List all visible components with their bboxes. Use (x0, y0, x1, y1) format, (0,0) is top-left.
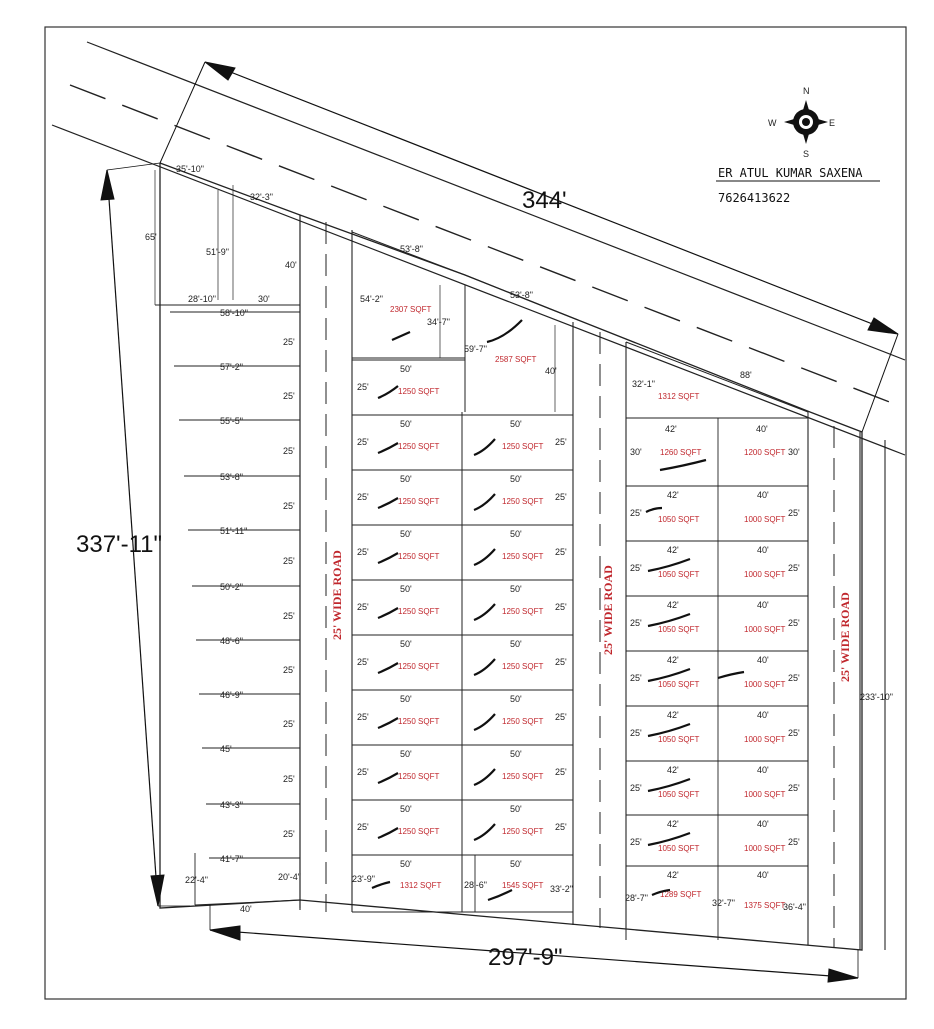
block-b-row-width: 50' (400, 859, 412, 869)
block-b-row-area: 1250 SQFT (502, 442, 544, 451)
block-b-mark (474, 769, 495, 785)
block-c-left-w: 42' (667, 765, 679, 775)
block-c-depth-r: 25' (788, 618, 800, 628)
road-label-2: 25' WIDE ROAD (601, 565, 615, 655)
block-c-left-area: 1050 SQFT (658, 570, 700, 579)
block-b-row-width: 50' (510, 584, 522, 594)
block-b-row-width: 50' (510, 419, 522, 429)
block-b-mark (488, 890, 512, 900)
block-b-row-area: 1250 SQFT (502, 772, 544, 781)
block-c-depth: 25' (630, 728, 642, 738)
block-c-right-area: 1000 SQFT (744, 625, 786, 634)
block-b (352, 232, 578, 912)
block-b-top-side-2: 40' (545, 366, 557, 376)
block-c-left-w: 42' (667, 819, 679, 829)
block-b-row-area: 1250 SQFT (398, 662, 440, 671)
block-c-left-w: 42' (667, 870, 679, 880)
block-c-first-left-w: 42' (665, 424, 677, 434)
block-b-mark (474, 549, 495, 565)
block-a-plot-width: 43'-3" (220, 800, 243, 810)
compass-s: S (803, 149, 810, 159)
block-c-left-area: 1050 SQFT (658, 680, 700, 689)
block-c-right-w: 40' (757, 710, 769, 720)
block-b-mark (392, 332, 410, 340)
block-a-plot-depth: 25' (283, 501, 295, 511)
block-c-right-area: 1000 SQFT (744, 570, 786, 579)
block-b-row-depth: 25' (555, 767, 567, 777)
block-b-first-area: 1250 SQFT (398, 387, 440, 396)
block-c-left-area: 1050 SQFT (658, 735, 700, 744)
block-b-mark (474, 604, 495, 620)
block-c-depth: 25' (630, 563, 642, 573)
block-a-plot-width: 48'-6" (220, 636, 243, 646)
block-b-row-width: 50' (400, 639, 412, 649)
block-c-right-w: 40' (757, 600, 769, 610)
block-b-row-depth: 25' (357, 437, 369, 447)
block-a-plot-width: 55'-5" (220, 416, 243, 426)
block-b-row-width: 50' (400, 749, 412, 759)
block-c-mark (718, 672, 744, 678)
block-c-right-area: 1000 SQFT (744, 790, 786, 799)
block-a-plot-width: 45' (220, 744, 232, 754)
block-c (625, 342, 808, 945)
block-b-mark (378, 608, 398, 618)
block-b-row-depth: 25' (555, 712, 567, 722)
block-a-plot-depth: 25' (283, 446, 295, 456)
block-b-row-area: 1250 SQFT (398, 717, 440, 726)
block-b-top-depth-1: 54'-2" (360, 294, 383, 304)
block-b-row-depth: 25' (555, 822, 567, 832)
block-c-first-left-area: 1260 SQFT (660, 448, 702, 457)
block-a-bottom-width: 40' (240, 904, 252, 914)
block-b-first-width: 50' (400, 364, 412, 374)
block-c-first-depth-r: 30' (788, 447, 800, 457)
compass-n: N (803, 86, 810, 96)
block-b-bottom-right-area: 1545 SQFT (502, 881, 544, 890)
block-b-top-area-2: 2587 SQFT (495, 355, 537, 364)
block-b-mark (378, 718, 398, 728)
block-b-mark (378, 386, 398, 398)
block-b-row-area: 1250 SQFT (398, 607, 440, 616)
block-b-row-area: 1250 SQFT (502, 717, 544, 726)
block-c-depth: 25' (630, 673, 642, 683)
block-b-row-area: 1250 SQFT (398, 497, 440, 506)
block-b-mark (378, 498, 398, 508)
dim-bottom: 297'-9" (488, 944, 563, 971)
road-label-3: 25' WIDE ROAD (838, 592, 852, 682)
block-c-top-width: 88' (740, 370, 752, 380)
block-a-plot-depth: 25' (283, 665, 295, 675)
block-b-mark (378, 773, 398, 783)
block-c-top-edge (626, 342, 808, 412)
block-c-bottom-left-dim: 28'-7" (625, 893, 648, 903)
block-b-mark (378, 663, 398, 673)
block-b-row-width: 50' (510, 529, 522, 539)
block-b-row-width: 50' (400, 529, 412, 539)
block-a-top-dim-5: 40' (285, 260, 297, 270)
block-c-depth: 25' (630, 508, 642, 518)
road-label-1: 25' WIDE ROAD (330, 550, 344, 640)
block-a-bottom-right-dim: 20'-4" (278, 872, 301, 882)
block-b-row-area: 1250 SQFT (398, 772, 440, 781)
block-c-left-w: 42' (667, 545, 679, 555)
block-b-row-depth: 25' (357, 547, 369, 557)
block-b-row-area: 1250 SQFT (398, 552, 440, 561)
block-b-mark (487, 320, 522, 342)
block-c-first-depth: 30' (630, 447, 642, 457)
block-b-row-width: 50' (510, 639, 522, 649)
block-c-depth-r: 25' (788, 783, 800, 793)
block-b-row-depth: 25' (555, 657, 567, 667)
block-b-row-area: 1250 SQFT (502, 497, 544, 506)
block-b-mark (474, 659, 495, 675)
block-b-row-width: 50' (400, 694, 412, 704)
block-b-row-width: 50' (510, 749, 522, 759)
author-name: ER ATUL KUMAR SAXENA (718, 166, 863, 180)
block-a-plot-depth: 25' (283, 611, 295, 621)
block-c-depth-r: 25' (788, 837, 800, 847)
block-c-right-w: 40' (757, 765, 769, 775)
block-c-left-area: 1050 SQFT (658, 790, 700, 799)
internal-roads (300, 215, 860, 950)
dim-right: 233'-10" (860, 692, 893, 702)
block-b-mark (378, 443, 398, 453)
block-a-bottom-left-dim: 22'-4" (185, 875, 208, 885)
dim-top: 344' (522, 187, 567, 214)
block-b-mark (378, 553, 398, 563)
block-a-top-dim-2: 32'-3" (250, 192, 273, 202)
block-c-left-area: 1050 SQFT (658, 515, 700, 524)
compass-e: E (829, 118, 836, 128)
block-c-mark (646, 508, 662, 512)
block-b-top-side-1: 34'-7" (427, 317, 450, 327)
block-a-plot-depth: 25' (283, 337, 295, 347)
block-b-bottom-right-dim: 33'-2" (550, 884, 573, 894)
block-a-top-dim-3: 65' (145, 232, 157, 242)
block-c-right-area: 1000 SQFT (744, 735, 786, 744)
block-b-row-width: 50' (510, 474, 522, 484)
block-b-row-area: 1250 SQFT (398, 442, 440, 451)
block-b-mark (474, 439, 495, 455)
block-a-plot-depth: 25' (283, 556, 295, 566)
block-b-mark (474, 824, 495, 840)
block-c-right-w: 40' (757, 870, 769, 880)
block-b-row-width: 50' (400, 804, 412, 814)
author-phone: 7626413622 (718, 191, 791, 205)
block-b-row-depth: 25' (555, 492, 567, 502)
block-c-left-w: 42' (667, 600, 679, 610)
block-a-top-dim-4: 51'-9" (206, 247, 229, 257)
block-c-right-w: 40' (757, 545, 769, 555)
block-b-first-depth: 25' (357, 382, 369, 392)
block-c-depth: 25' (630, 837, 642, 847)
block-a-plot-depth: 25' (283, 829, 295, 839)
block-c-depth-r: 25' (788, 728, 800, 738)
block-c-depth: 25' (630, 618, 642, 628)
block-b-row-depth: 25' (357, 657, 369, 667)
block-a-plot-width: 58'-10" (220, 308, 248, 318)
block-c-left-w: 42' (667, 490, 679, 500)
block-a (145, 164, 301, 914)
block-b-row-depth: 25' (357, 492, 369, 502)
block-b-top-area-1: 2307 SQFT (390, 305, 432, 314)
block-c-depth: 25' (630, 783, 642, 793)
block-c-right-w: 40' (757, 490, 769, 500)
block-b-top-width-1: 53'-8" (400, 244, 423, 254)
block-a-plot-depth: 25' (283, 774, 295, 784)
block-c-mark (660, 460, 706, 470)
block-c-right-area: 1000 SQFT (744, 680, 786, 689)
block-b-bottom-left-dim: 23'-9" (352, 874, 375, 884)
block-b-row-area: 1250 SQFT (502, 827, 544, 836)
block-b-row-depth: 25' (357, 602, 369, 612)
block-b-row-area: 1250 SQFT (502, 662, 544, 671)
block-a-plot-depth: 25' (283, 391, 295, 401)
block-b-row-width: 50' (510, 859, 522, 869)
block-b-row-area: 1250 SQFT (502, 552, 544, 561)
block-c-top-area: 1312 SQFT (658, 392, 700, 401)
block-b-mark (474, 494, 495, 510)
block-b-row-width: 50' (510, 694, 522, 704)
block-c-bottom-mid-dim: 32'-7" (712, 898, 735, 908)
block-a-top-dim-6: 28'-10" (188, 294, 216, 304)
block-c-depth-r: 25' (788, 563, 800, 573)
block-b-top-width-2: 53'-8" (510, 290, 533, 300)
block-a-plot-width: 57'-2" (220, 362, 243, 372)
block-c-bottom-right-area: 1375 SQFT (744, 901, 786, 910)
compass-w: W (768, 118, 777, 128)
block-b-row-depth: 25' (357, 767, 369, 777)
block-b-row-width: 50' (400, 419, 412, 429)
block-b-row-depth: 25' (555, 437, 567, 447)
block-b-row-depth: 25' (555, 547, 567, 557)
block-c-depth-r: 25' (788, 508, 800, 518)
block-b-mark (474, 714, 495, 730)
block-b-row-depth: 25' (357, 822, 369, 832)
block-a-plot-width: 50'-2" (220, 582, 243, 592)
block-a-plot-width: 53'-8" (220, 472, 243, 482)
block-c-right-w: 40' (757, 655, 769, 665)
block-a-top-dim-1: 35'-10" (176, 164, 204, 174)
block-c-left-w: 42' (667, 655, 679, 665)
block-b-row-width: 50' (400, 584, 412, 594)
block-c-right-area: 1000 SQFT (744, 515, 786, 524)
block-c-depth-r: 25' (788, 673, 800, 683)
block-b-bottom-left-area: 1312 SQFT (400, 881, 442, 890)
block-c-right-w: 40' (757, 819, 769, 829)
block-b-mark (378, 828, 398, 838)
block-c-first-right-w: 40' (756, 424, 768, 434)
block-b-row-width: 50' (400, 474, 412, 484)
block-b-row-area: 1250 SQFT (398, 827, 440, 836)
block-c-left-area: 1050 SQFT (658, 625, 700, 634)
block-b-row-depth: 25' (357, 712, 369, 722)
block-a-plot-width: 51'-11" (220, 526, 248, 536)
main-road-lines (52, 42, 905, 455)
block-c-left-w: 42' (667, 710, 679, 720)
block-c-right-area: 1000 SQFT (744, 844, 786, 853)
block-c-left-area: 1050 SQFT (658, 844, 700, 853)
compass-rose-icon (784, 100, 828, 144)
block-c-bottom-right-dim: 36'-4" (783, 902, 806, 912)
block-c-top-side: 32'-1" (632, 379, 655, 389)
block-a-plot-width: 46'-9" (220, 690, 243, 700)
block-c-first-right-area: 1200 SQFT (744, 448, 786, 457)
block-a-top-dim-7: 30' (258, 294, 270, 304)
block-b-top-depth-2: 59'-7" (464, 344, 487, 354)
block-a-plot-width: 41'-7" (220, 854, 243, 864)
block-b-bottom-mid-dim: 28'-6" (464, 880, 487, 890)
block-c-bottom-left-area: 1289 SQFT (660, 890, 702, 899)
dim-left: 337'-11" (76, 531, 163, 558)
block-b-row-area: 1250 SQFT (502, 607, 544, 616)
block-b-row-width: 50' (510, 804, 522, 814)
block-b-row-depth: 25' (555, 602, 567, 612)
block-a-plot-depth: 25' (283, 719, 295, 729)
